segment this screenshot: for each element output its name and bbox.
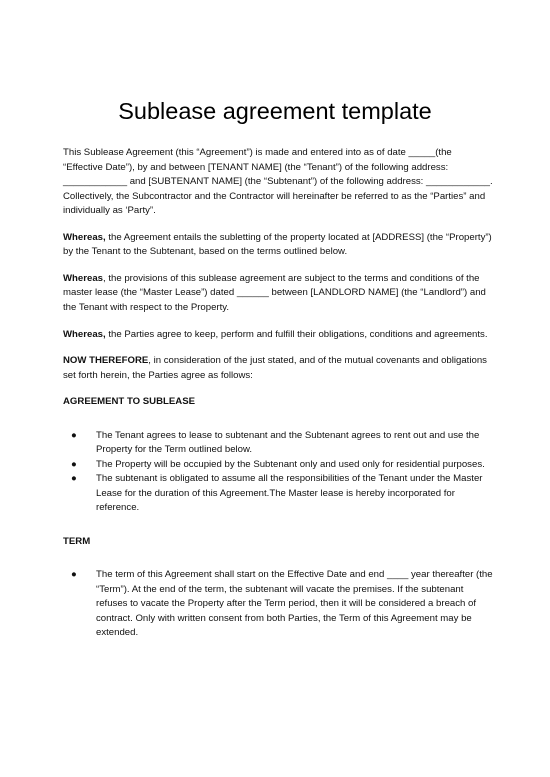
sublease-bullet-list (63, 429, 493, 516)
list-item-text: The Tenant agrees to lease to subtenant and the Subtenant agrees to rent out and use the Property for the Term outlined below. (96, 429, 480, 456)
whereas-text-1: the Agreement entails the subletting of the property located at [ADDRESS] (the “Property”) by the Tenant to the Subtenant, based on the terms outlined below. (63, 231, 492, 258)
bullet-icon: ● (71, 458, 77, 470)
bullet-icon: ● (71, 569, 77, 581)
now-therefore-paragraph (63, 354, 493, 383)
section-heading-sublease: AGREEMENT TO SUBLEASE (63, 396, 196, 408)
list-item (71, 472, 493, 516)
whereas-lead-3: Whereas, (63, 328, 106, 340)
list-item (71, 429, 493, 458)
list-item (71, 568, 493, 641)
whereas-text-2: , the provisions of this sublease agreement are subject to the terms and conditions of the master lease (the “Master Lease”) dated ______ between [LANDLORD NAME] (the “Landlord”) and the Tenant with respect to the Property. (63, 272, 486, 313)
whereas-text-3: the Parties agree to keep, perform and fulfill their obligations, conditions and agreements. (105, 328, 488, 340)
document-body (63, 146, 493, 660)
list-item-text: The Property will be occupied by the Subtenant only and used only for residential purposes. (96, 458, 485, 470)
bullet-icon: ● (71, 473, 77, 485)
list-item-text: The subtenant is obligated to assume all the responsibilities of the Tenant under the Master Lease for the duration of this Agreement.The Master lease is hereby incorporated for reference. (96, 473, 483, 514)
whereas-lead-1: Whereas, (63, 231, 106, 243)
document-title: Sublease agreement template (118, 98, 432, 124)
intro-paragraph: This Sublease Agreement (this “Agreement”) is made and entered into as of date _____(the “Effective Date”), by and between [TENANT NAME] (the “Tenant”) of the following address: ____________ and [SUBTENANT NAME] (the “Subtenant”) of the following address: ____________. Collectively, the Subcontractor and the Contractor will hereinafter be referred to as the “Parties” and individually as ‘Party”. (63, 147, 493, 216)
whereas-paragraph-3 (63, 328, 493, 343)
list-item-text: The term of this Agreement shall start on the Effective Date and end ____ year thereafter (the “Term”). At the end of the term, the subtenant will vacate the premises. If the subtenant refuses to vacate the Property after the Term period, then it will be considered a breach of contract. Only with written consent from both Parties, the Term of this Agreement may be extended. (96, 569, 493, 639)
whereas-lead-2: Whereas (63, 272, 103, 284)
whereas-paragraph-2 (63, 272, 493, 316)
bullet-icon: ● (71, 429, 77, 441)
section-heading-term: TERM (63, 535, 91, 547)
list-item (71, 458, 493, 473)
whereas-paragraph-1 (63, 231, 493, 260)
term-bullet-list (63, 568, 493, 641)
now-therefore-lead: NOW THEREFORE (63, 355, 149, 367)
now-therefore-text: , in consideration of the just stated, and of the mutual covenants and obligations set forth herein, the Parties agree as follows: (63, 355, 487, 381)
